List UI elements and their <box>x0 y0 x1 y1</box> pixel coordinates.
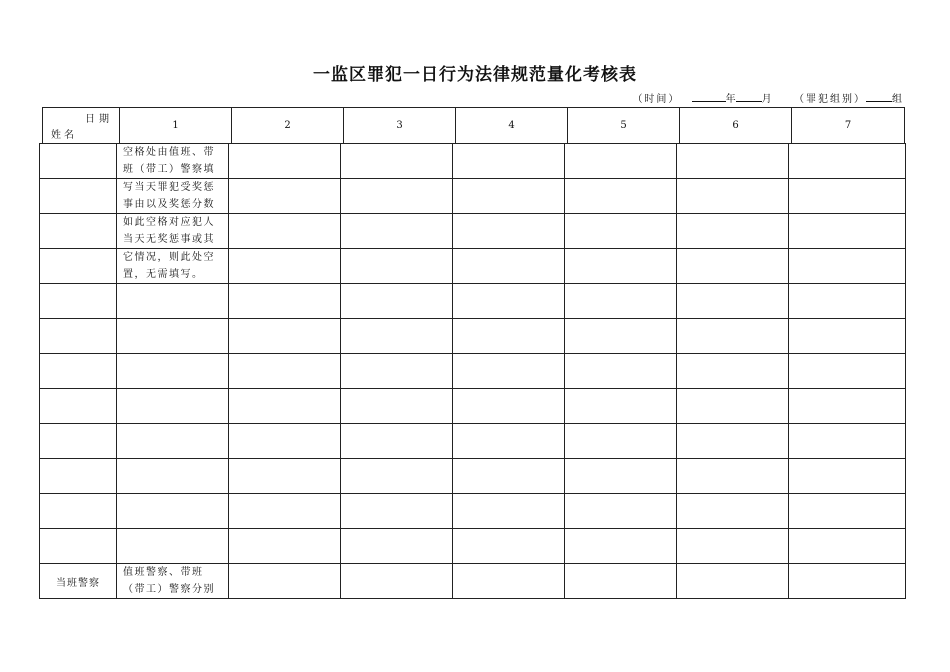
record-table <box>39 143 906 599</box>
name-cell[interactable] <box>40 144 117 179</box>
score-cell[interactable] <box>677 249 789 284</box>
score-cell[interactable] <box>565 564 677 599</box>
score-cell[interactable] <box>453 424 565 459</box>
note-line: 它情况，则此处空 <box>123 252 215 263</box>
instruction-note-cell <box>117 214 229 249</box>
score-cell[interactable] <box>229 179 341 214</box>
score-cell[interactable] <box>565 389 677 424</box>
score-cell[interactable] <box>341 494 453 529</box>
score-cell[interactable] <box>789 564 906 599</box>
month-blank[interactable] <box>736 92 762 102</box>
score-cell[interactable] <box>789 459 906 494</box>
duty-police-row <box>40 564 906 599</box>
page-title: 一监区罪犯一日行为法律规范量化考核表 <box>313 65 637 85</box>
score-cell[interactable] <box>453 564 565 599</box>
note-line: （带工）警察分别 <box>123 584 215 595</box>
record-row <box>40 144 906 179</box>
score-cell[interactable] <box>341 389 453 424</box>
time-label: （时间） <box>632 94 681 105</box>
year-blank[interactable] <box>692 92 726 102</box>
score-cell[interactable] <box>677 389 789 424</box>
score-cell[interactable] <box>677 214 789 249</box>
score-cell[interactable] <box>789 249 906 284</box>
month-label: 月 <box>761 94 772 105</box>
day-header-3: 3 <box>344 108 456 144</box>
date-label: 日期 <box>85 114 113 125</box>
score-cell[interactable] <box>229 249 341 284</box>
score-cell[interactable] <box>117 284 229 319</box>
note-line: 值班警察、带班 <box>123 567 204 578</box>
date-name-corner-cell <box>43 108 120 144</box>
score-cell[interactable] <box>453 529 565 564</box>
note-line: 写当天罪犯受奖惩 <box>123 182 215 193</box>
duty-police-label: 当班警察 <box>40 564 117 599</box>
score-cell[interactable] <box>565 284 677 319</box>
score-cell[interactable] <box>565 459 677 494</box>
header-row <box>43 108 905 144</box>
score-cell[interactable] <box>341 319 453 354</box>
score-cell[interactable] <box>229 144 341 179</box>
note-line: 置，无需填写。 <box>123 269 204 280</box>
instruction-note-cell <box>117 249 229 284</box>
score-cell[interactable] <box>341 284 453 319</box>
duty-police-note <box>117 564 229 599</box>
score-cell[interactable] <box>677 319 789 354</box>
day-header-7: 7 <box>792 108 905 144</box>
instruction-note-cell <box>117 144 229 179</box>
name-label: 姓名 <box>51 130 77 141</box>
score-cell[interactable] <box>453 319 565 354</box>
score-cell[interactable] <box>789 494 906 529</box>
score-cell[interactable] <box>229 424 341 459</box>
score-cell[interactable] <box>453 144 565 179</box>
score-cell[interactable] <box>117 354 229 389</box>
note-line: 事由以及奖惩分数 <box>123 199 215 210</box>
name-cell[interactable] <box>40 249 117 284</box>
date-group-line <box>632 90 902 105</box>
score-cell[interactable] <box>341 179 453 214</box>
header-table <box>42 107 905 144</box>
score-cell[interactable] <box>341 529 453 564</box>
score-cell[interactable] <box>677 564 789 599</box>
score-cell[interactable] <box>453 284 565 319</box>
note-line: 班（带工）警察填 <box>123 164 215 175</box>
score-cell[interactable] <box>341 354 453 389</box>
note-line: 如此空格对应犯人 <box>123 217 215 228</box>
note-line: 空格处由值班、带 <box>123 147 215 158</box>
score-cell[interactable] <box>341 424 453 459</box>
score-cell[interactable] <box>565 144 677 179</box>
record-row <box>40 284 906 319</box>
score-cell[interactable] <box>453 179 565 214</box>
score-cell[interactable] <box>341 214 453 249</box>
score-cell[interactable] <box>229 354 341 389</box>
record-row <box>40 529 906 564</box>
name-cell[interactable] <box>40 284 117 319</box>
score-cell[interactable] <box>789 214 906 249</box>
name-cell[interactable] <box>40 424 117 459</box>
day-header-6: 6 <box>680 108 792 144</box>
score-cell[interactable] <box>677 494 789 529</box>
instruction-note-cell <box>117 179 229 214</box>
score-cell[interactable] <box>677 144 789 179</box>
score-cell[interactable] <box>453 354 565 389</box>
score-cell[interactable] <box>117 494 229 529</box>
day-header-4: 4 <box>456 108 568 144</box>
score-cell[interactable] <box>789 179 906 214</box>
score-cell[interactable] <box>117 424 229 459</box>
score-cell[interactable] <box>341 144 453 179</box>
score-cell[interactable] <box>565 319 677 354</box>
score-cell[interactable] <box>229 459 341 494</box>
score-cell[interactable] <box>677 179 789 214</box>
record-row <box>40 179 906 214</box>
score-cell[interactable] <box>565 529 677 564</box>
score-cell[interactable] <box>677 424 789 459</box>
score-cell[interactable] <box>229 564 341 599</box>
score-cell[interactable] <box>117 319 229 354</box>
score-cell[interactable] <box>789 319 906 354</box>
score-cell[interactable] <box>789 284 906 319</box>
score-cell[interactable] <box>565 494 677 529</box>
name-cell[interactable] <box>40 214 117 249</box>
score-cell[interactable] <box>229 529 341 564</box>
record-row <box>40 494 906 529</box>
name-cell[interactable] <box>40 494 117 529</box>
name-cell[interactable] <box>40 389 117 424</box>
score-cell[interactable] <box>565 249 677 284</box>
group-label: （罪犯组别） <box>794 94 866 105</box>
score-cell[interactable] <box>789 354 906 389</box>
score-cell[interactable] <box>677 284 789 319</box>
group-suffix: 组 <box>892 94 902 105</box>
name-cell[interactable] <box>40 179 117 214</box>
record-row <box>40 459 906 494</box>
score-cell[interactable] <box>565 179 677 214</box>
score-cell[interactable] <box>453 459 565 494</box>
score-cell[interactable] <box>117 529 229 564</box>
score-cell[interactable] <box>565 214 677 249</box>
day-header-2: 2 <box>232 108 344 144</box>
record-row <box>40 319 906 354</box>
note-line: 当天无奖惩事或其 <box>123 234 215 245</box>
year-label: 年 <box>725 94 736 105</box>
day-header-5: 5 <box>568 108 680 144</box>
score-cell[interactable] <box>229 389 341 424</box>
score-cell[interactable] <box>677 354 789 389</box>
score-cell[interactable] <box>341 564 453 599</box>
score-cell[interactable] <box>341 249 453 284</box>
record-row <box>40 424 906 459</box>
record-row <box>40 214 906 249</box>
score-cell[interactable] <box>789 424 906 459</box>
score-cell[interactable] <box>453 494 565 529</box>
score-cell[interactable] <box>229 214 341 249</box>
name-cell[interactable] <box>40 354 117 389</box>
score-cell[interactable] <box>229 319 341 354</box>
record-row <box>40 249 906 284</box>
score-cell[interactable] <box>677 459 789 494</box>
score-cell[interactable] <box>453 389 565 424</box>
name-cell[interactable] <box>40 459 117 494</box>
score-cell[interactable] <box>789 529 906 564</box>
score-cell[interactable] <box>117 459 229 494</box>
score-cell[interactable] <box>789 389 906 424</box>
score-cell[interactable] <box>341 459 453 494</box>
score-cell[interactable] <box>565 424 677 459</box>
group-blank[interactable] <box>866 92 892 102</box>
score-cell[interactable] <box>117 389 229 424</box>
name-cell[interactable] <box>40 529 117 564</box>
score-cell[interactable] <box>229 284 341 319</box>
score-cell[interactable] <box>453 214 565 249</box>
score-cell[interactable] <box>229 494 341 529</box>
day-header-1: 1 <box>120 108 232 144</box>
score-cell[interactable] <box>453 249 565 284</box>
score-cell[interactable] <box>677 529 789 564</box>
record-row <box>40 354 906 389</box>
score-cell[interactable] <box>789 144 906 179</box>
record-row <box>40 389 906 424</box>
score-cell[interactable] <box>565 354 677 389</box>
name-cell[interactable] <box>40 319 117 354</box>
